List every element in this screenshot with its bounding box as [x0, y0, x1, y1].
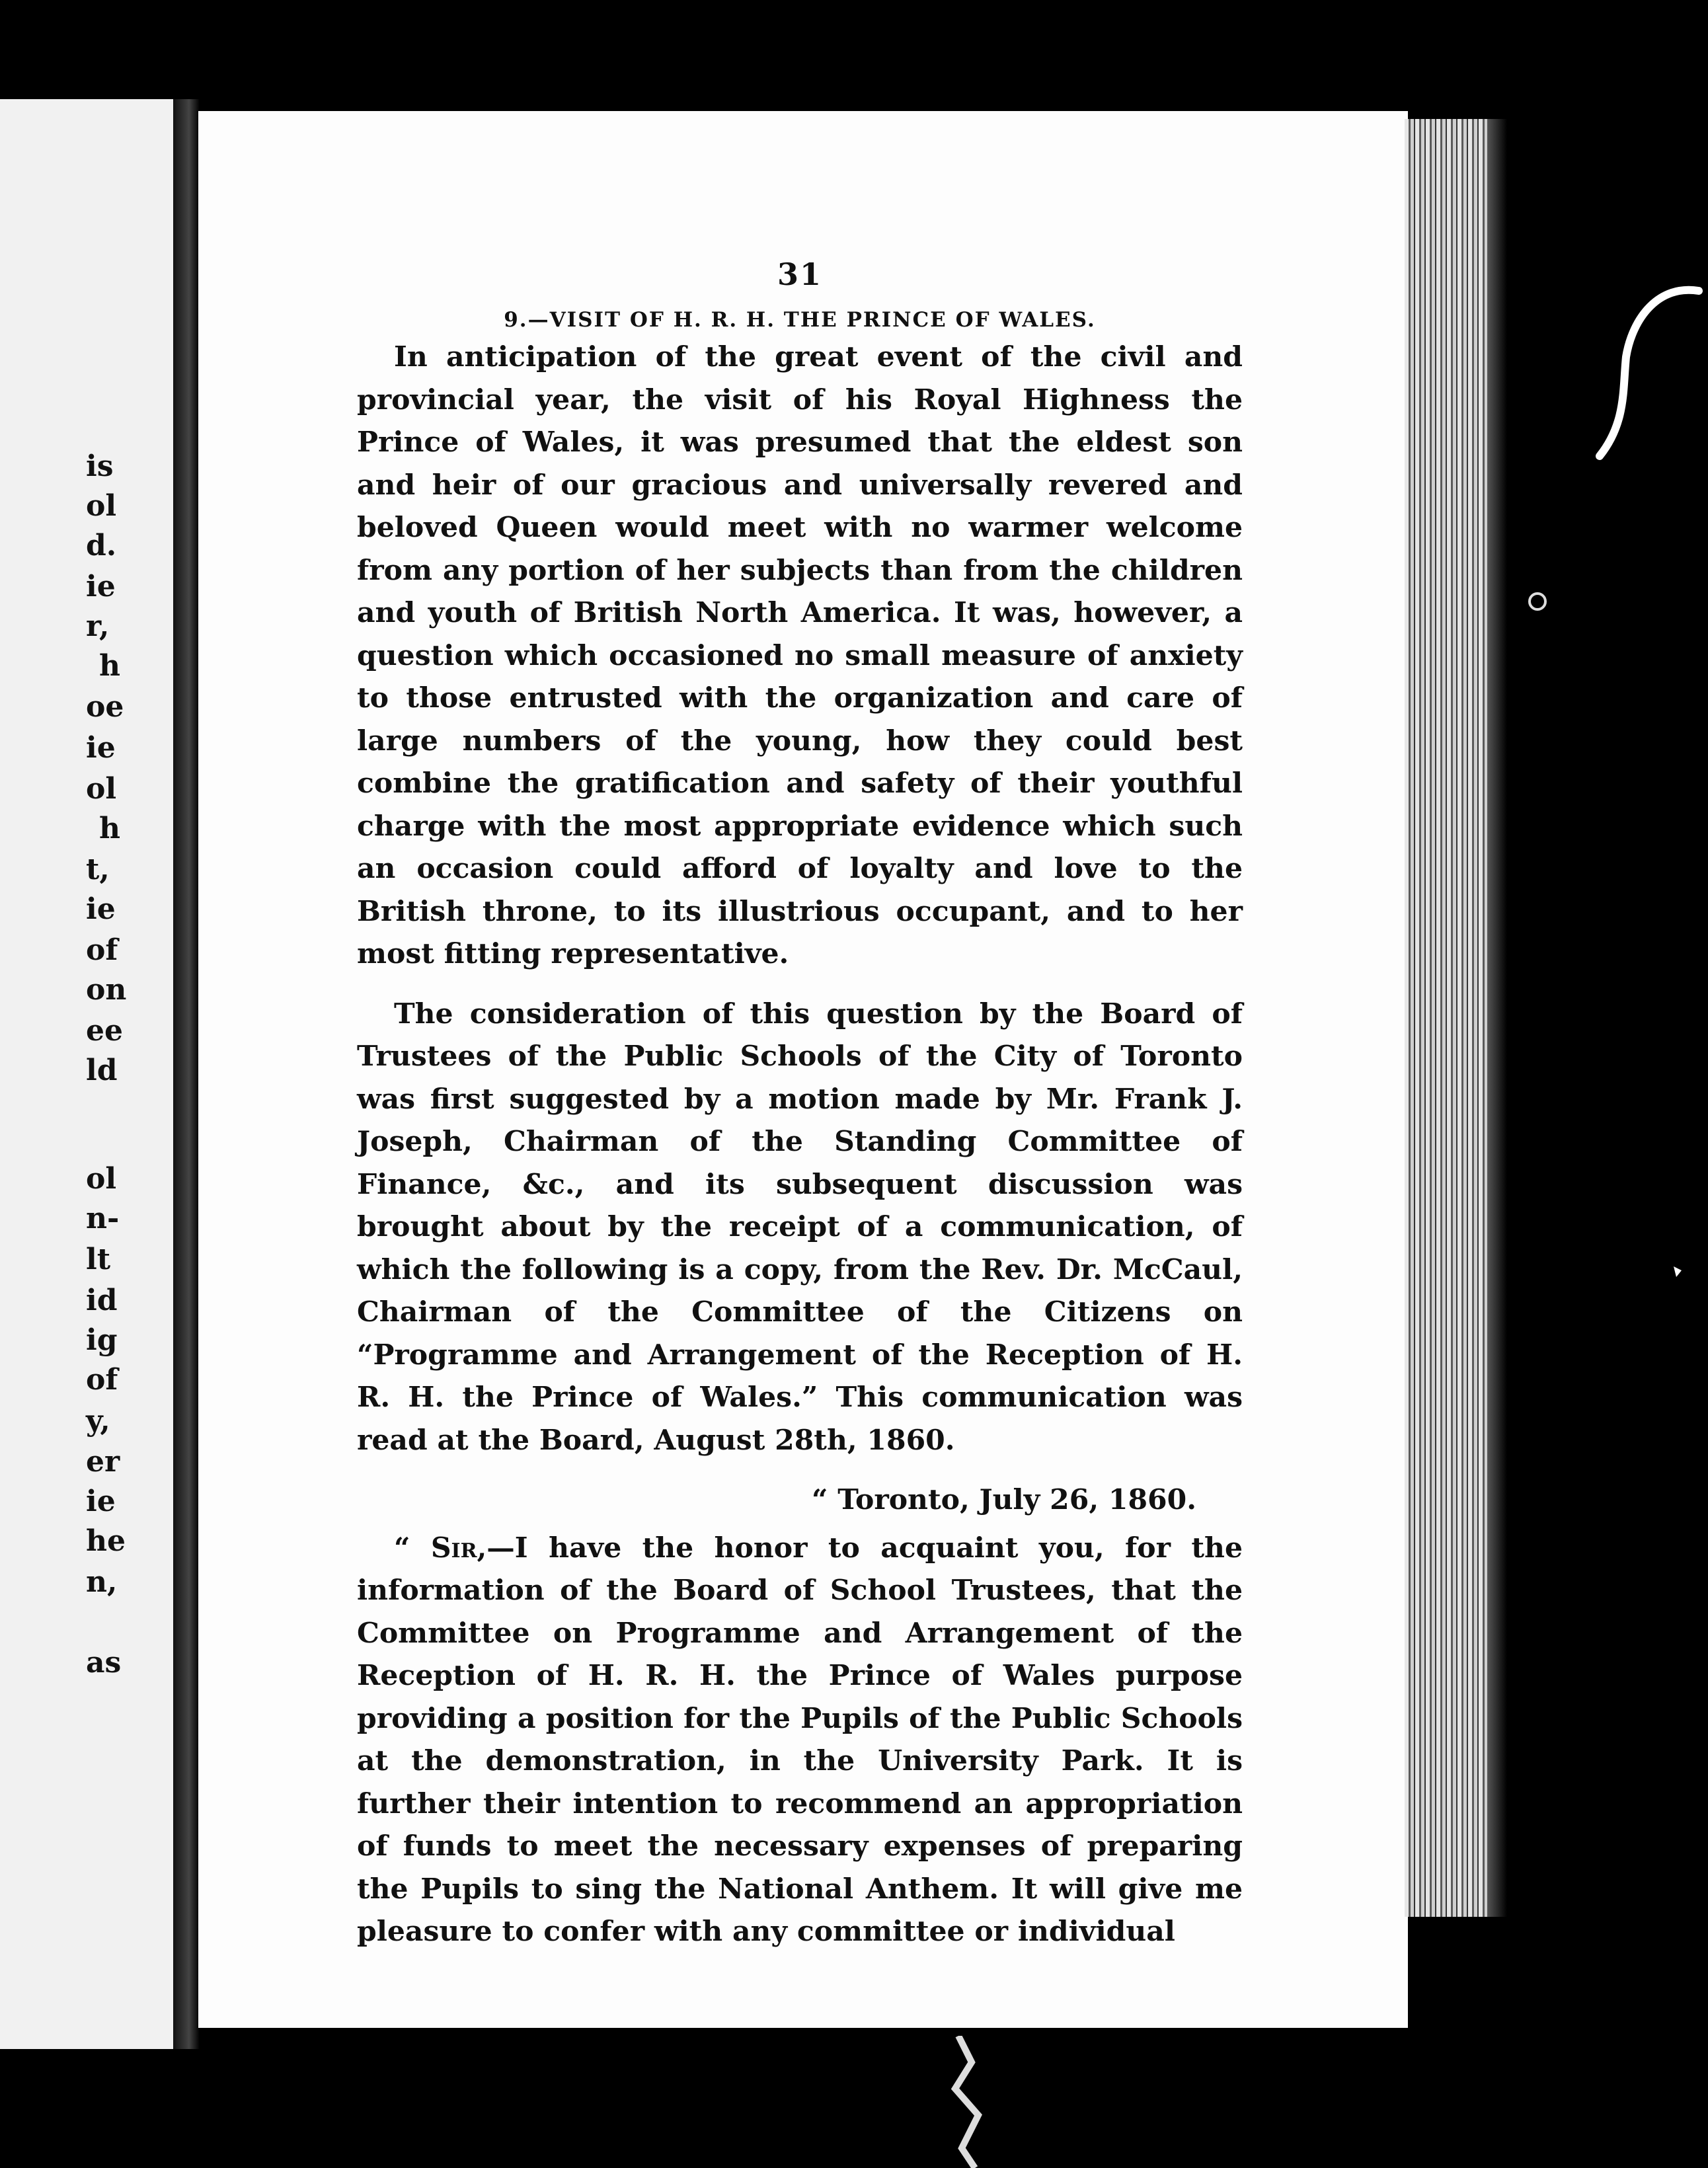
left-page-fragment: as	[86, 1646, 122, 1680]
left-page-fragment: ld	[86, 1054, 118, 1087]
letter-dateline: “ Toronto, July 26, 1860.	[811, 1483, 1196, 1516]
page-edges-shadow	[1487, 119, 1507, 1917]
left-page-fragment: oe	[86, 690, 124, 724]
paragraph-consideration: The consideration of this question by the Board of Trustees of the Public Schools of the City of Toronto was first suggested by a motion made by Mr. Frank J. Joseph, Chairman of the Standing Committee of Finance, &c., and its subsequent discussion was brought about by the receipt of a communication, of which the following is a copy, from the Rev. Dr. McCaul, Chairman of the Committee of the Citizens on “Programme and Arrangement of the Reception of H. R. H. the Prince of Wales.” This communication was read at the Board, August 28th, 1860.	[357, 997, 1243, 1457]
left-page-fragment: n-	[86, 1202, 120, 1235]
left-page-fragment: y,	[86, 1404, 110, 1438]
left-page-fragment: r,	[86, 609, 110, 643]
left-page-fragment: ee	[86, 1014, 123, 1048]
left-page-fragment: ol	[86, 1162, 117, 1196]
left-facing-page	[0, 99, 181, 2049]
left-page-fragment: id	[86, 1284, 118, 1317]
speck-mark	[1671, 1264, 1684, 1280]
left-page-fragment: h	[99, 649, 120, 683]
left-page-fragment: ie	[86, 1485, 116, 1518]
paragraph-gap	[357, 1461, 1243, 1479]
left-page-fragment: t,	[86, 853, 110, 886]
main-page	[198, 111, 1408, 2028]
left-page-fragment: ol	[86, 772, 117, 806]
left-page-fragment: er	[86, 1445, 120, 1479]
paragraph-gap	[357, 976, 1243, 993]
paragraph-anticipation: In anticipation of the great event of the civil and provincial year, the visit of his Royal Highness the Prince of Wales, it was presumed that the eldest son and heir of our gracious and universally revered and beloved Queen would meet with no warmer welcome from any portion of her subjects than from the children and youth of British North America. It was, however, a question which occasioned no small measure of anxiety to those entrusted with the organization and care of large numbers of the young, how they could best combine the gratification and safety of their youthful charge with the most appropriate evidence which such an occasion could afford of loyalty and love to the British throne, to its illustrious occupant, and to her most fitting representative.	[357, 340, 1243, 970]
letter-salutation: “ Sir,	[394, 1531, 487, 1565]
page-text-block	[357, 256, 1243, 1953]
left-page-fragment: ol	[86, 489, 117, 523]
binding-scratch-mark	[932, 2036, 1011, 2168]
left-page-fragment: d.	[86, 529, 117, 562]
book-gutter	[173, 99, 200, 2049]
left-page-fragment: of	[86, 1363, 118, 1397]
left-page-fragment: ie	[86, 570, 116, 603]
left-page-fragment: of	[86, 933, 118, 967]
page-number: 31	[777, 256, 822, 292]
paragraph-gap	[357, 1522, 1243, 1527]
left-page-fragment: on	[86, 973, 127, 1007]
letter-paragraph	[357, 1527, 1243, 1953]
left-page-fragment: ie	[86, 731, 116, 765]
section-heading: 9.—VISIT OF H. R. H. THE PRINCE OF WALES.	[504, 308, 1096, 332]
left-page-fragment: is	[86, 449, 114, 483]
left-page-fragment: h	[99, 812, 120, 845]
left-page-fragment: lt	[86, 1243, 111, 1276]
letter-body: —I have the honor to acquaint you, for the information of the Board of School Trustees, that the Committee on Programme and Arrangement of the Reception of H. R. H. the Prince of Wales purpose providing a position for the Pupils of the Public Schools at the demonstration, in the University Park. It is further their intention to recommend an appropriation of funds to meet the necessary expenses of preparing the Pupils to sing the National Anthem. It will give me pleasure to confer with any committee or individual	[357, 1531, 1243, 1948]
left-page-fragment: he	[86, 1524, 126, 1558]
left-page-fragment: ie	[86, 892, 116, 926]
page-edges	[1405, 119, 1491, 1917]
white-scratch-mark	[1586, 278, 1708, 476]
ring-mark	[1526, 590, 1549, 613]
left-page-fragment: ig	[86, 1323, 118, 1357]
left-page-fragment: n,	[86, 1565, 118, 1599]
